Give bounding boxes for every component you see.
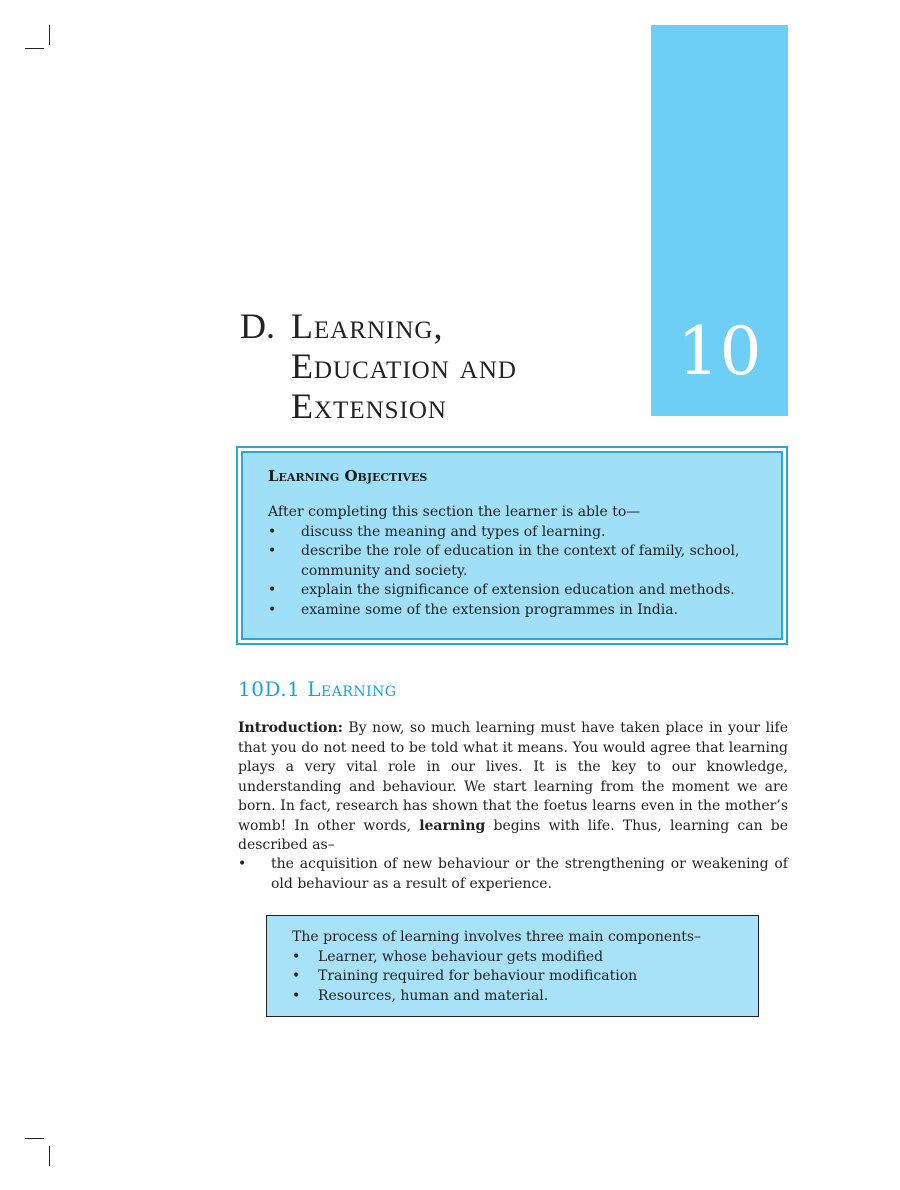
bold-term: learning	[419, 817, 486, 834]
components-box	[266, 915, 759, 1017]
component-text: Training required for behaviour modification	[318, 968, 638, 984]
title-line: Extension	[291, 386, 447, 426]
objective-text: examine some of the extension programmes in India.	[301, 601, 679, 618]
crop-mark-top-left-v	[49, 25, 50, 45]
paragraph-text: By now, so much learning must have taken place in your life that you do not need to be told what it means. You would agree that learning plays a very vital role in our lives. It is the key to our knowledge, understanding and behaviour. We start learning from the moment we are born. In fact, research has shown that the foetus learns even in the mother’s womb! In other words,	[238, 720, 788, 834]
learning-objectives-box	[236, 446, 788, 645]
chapter-number: 10	[677, 313, 762, 390]
crop-mark-bottom-left-v	[49, 1146, 50, 1166]
bullet: •	[268, 582, 277, 598]
objective-text: discuss the meaning and types of learning.	[301, 523, 606, 540]
components-list	[292, 948, 758, 1007]
bullet: •	[292, 968, 301, 984]
bullet: •	[268, 601, 277, 618]
component-text: Learner, whose behaviour gets modified	[318, 948, 604, 965]
intro-label: Introduction:	[238, 720, 343, 736]
bullet: •	[268, 543, 277, 559]
paragraph-text: begins with life. Thus, learning can be described as–	[238, 817, 788, 853]
list-item	[268, 542, 766, 581]
list-item	[292, 948, 758, 968]
intro-paragraph	[238, 719, 788, 856]
crop-mark-bottom-left-h	[25, 1138, 44, 1139]
bullet: •	[238, 856, 247, 872]
title-line: Education and	[291, 346, 517, 386]
section-heading: 10D.1 Learning	[238, 677, 397, 701]
bullet: •	[292, 987, 301, 1004]
objectives-list	[268, 523, 781, 621]
title-section-letter: D.	[240, 306, 275, 346]
definition-text: the acquisition of new behaviour or the strengthening or weakening of old behaviour as a result of experience.	[271, 856, 788, 892]
title-line: Learning,	[291, 306, 444, 346]
component-text: Resources, human and material.	[318, 987, 549, 1004]
learning-objectives-inner	[241, 451, 783, 640]
objective-text: describe the role of education in the context of family, school, community and society.	[301, 543, 740, 579]
list-item	[292, 987, 758, 1007]
title-lines	[291, 306, 517, 426]
components-intro: The process of learning involves three main components–	[292, 929, 702, 945]
objectives-heading: Learning Objectives	[268, 467, 428, 485]
bullet: •	[268, 523, 277, 540]
objective-text: explain the significance of extension education and methods.	[301, 582, 735, 598]
list-item	[268, 523, 766, 543]
bullet: •	[292, 948, 301, 965]
list-item	[292, 967, 758, 987]
objectives-intro: After completing this section the learner is able to—	[268, 504, 641, 520]
list-item	[268, 581, 766, 601]
crop-mark-top-left-h	[25, 48, 44, 49]
list-item	[268, 601, 766, 621]
